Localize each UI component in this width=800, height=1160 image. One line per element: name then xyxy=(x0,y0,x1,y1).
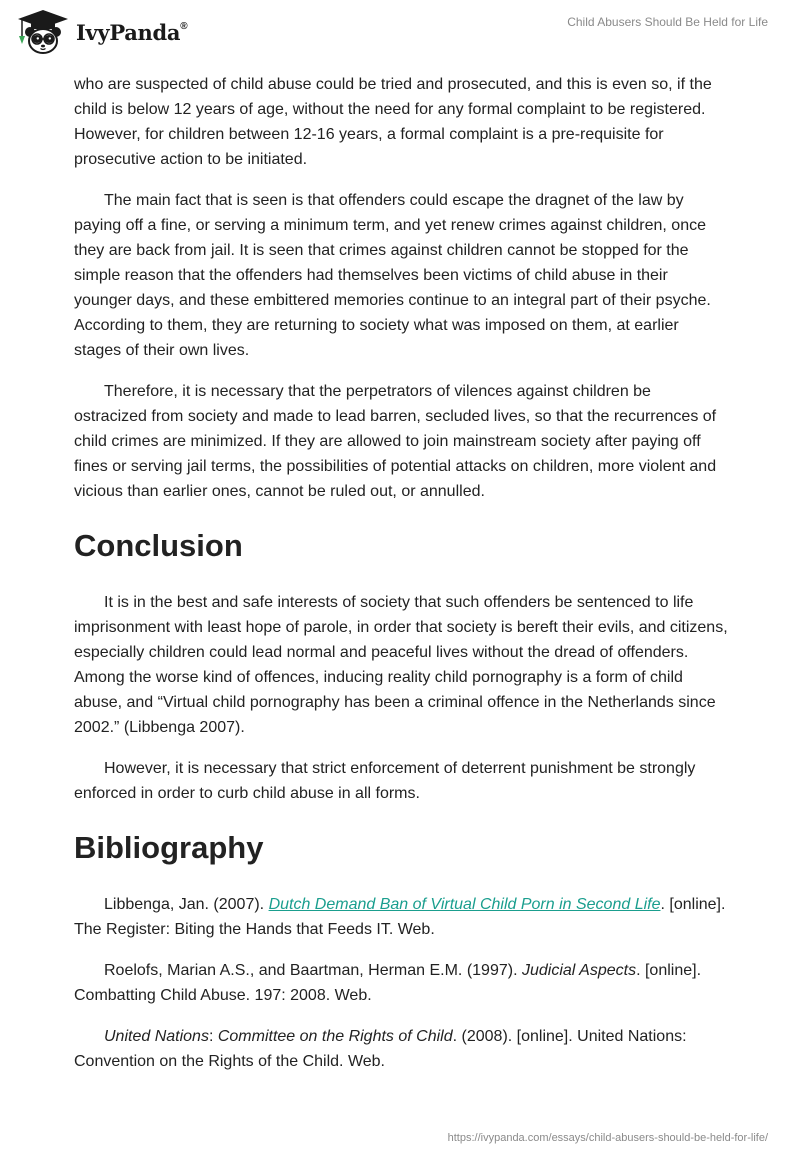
bibliography-entry-3 xyxy=(74,1024,728,1074)
registered-mark: ® xyxy=(180,20,188,32)
bib-entry-2-title: Judicial Aspects xyxy=(521,962,637,979)
bib-entry-1-author: Libbenga, Jan. (2007). xyxy=(104,896,269,913)
bib-entry-1-source: . [online]. The Register: Biting the Hands that Feeds IT. Web. xyxy=(74,896,726,938)
page-header xyxy=(0,0,800,64)
body-paragraph-2: The main fact that is seen is that offenders could escape the dragnet of the law by paying off a fine, or serving a minimum term, and yet renew crimes against children, once they are back from jail. It is seen that crimes against children cannot be stopped for the simple reason that the offenders had themselves been victims of child abuse in their younger days, and these embittered memories continue to an integral part of their psyche. According to them, they are returning to society what was imposed on them, at earlier stages of their own lives. xyxy=(74,192,711,359)
essay-content xyxy=(74,72,728,1090)
source-url[interactable]: https://ivypanda.com/essays/child-abusers-should-be-held-for-life/ xyxy=(447,1132,768,1144)
conclusion-paragraph-2: However, it is necessary that strict enforcement of deterrent punishment be strongly enforced in order to curb child abuse in all forms. xyxy=(74,760,696,802)
bib-entry-3-title: Committee on the Rights of Child xyxy=(217,1028,453,1045)
bib-entry-3-separator: : xyxy=(208,1028,218,1045)
conclusion-paragraph-1: It is in the best and safe interests of society that such offenders be sentenced to life imprisonment with least hope of parole, in order that society is bereft their evils, and citizens, especially children could lead normal and peaceful lives without the dread of offenders. Among the worse kind of offences, inducing reality child pornography is a form of child abuse, and “Virtual child pornography has been a criminal offence in the Netherlands since 2002.” (Libbenga 2007). xyxy=(74,594,728,736)
document-title: Child Abusers Should Be Held for Life xyxy=(567,15,768,29)
brand-logo[interactable] xyxy=(14,8,187,56)
bib-entry-3-source: . (2008). [online]. United Nations: Convention on the Rights of the Child. Web. xyxy=(74,1028,687,1070)
conclusion-heading: Conclusion xyxy=(74,528,243,563)
bib-entry-1-link[interactable]: Dutch Demand Ban of Virtual Child Porn in Second Life xyxy=(268,896,661,913)
bib-entry-3-org: United Nations xyxy=(104,1028,209,1045)
body-paragraph-1: who are suspected of child abuse could be tried and prosecuted, and this is even so, if the child is below 12 years of age, without the need for any formal complaint to be registered. However, for children between 12-16 years, a formal complaint is a pre-requisite for prosecutive action to be initiated. xyxy=(74,76,712,168)
body-paragraph-3: Therefore, it is necessary that the perpetrators of vilences against children be ostracized from society and made to lead barren, secluded lives, so that the recurrences of child crimes are minimized. If they are allowed to join mainstream society after paying off fines or serving jail terms, the possibilities of potential attacks on children, more violent and vicious than earlier ones, cannot be ruled out, or annulled. xyxy=(74,383,717,500)
bibliography-entry-1 xyxy=(74,892,728,942)
brand-name: IvyPanda® xyxy=(76,19,188,45)
panda-graduate-icon xyxy=(14,8,72,56)
bibliography-heading: Bibliography xyxy=(74,830,264,865)
bib-entry-2-source: . [online]. Combatting Child Abuse. 197: 2008. Web. xyxy=(74,962,702,1004)
bib-entry-2-author: Roelofs, Marian A.S., and Baartman, Herman E.M. (1997). xyxy=(104,962,522,979)
bibliography-entry-2 xyxy=(74,958,728,1008)
